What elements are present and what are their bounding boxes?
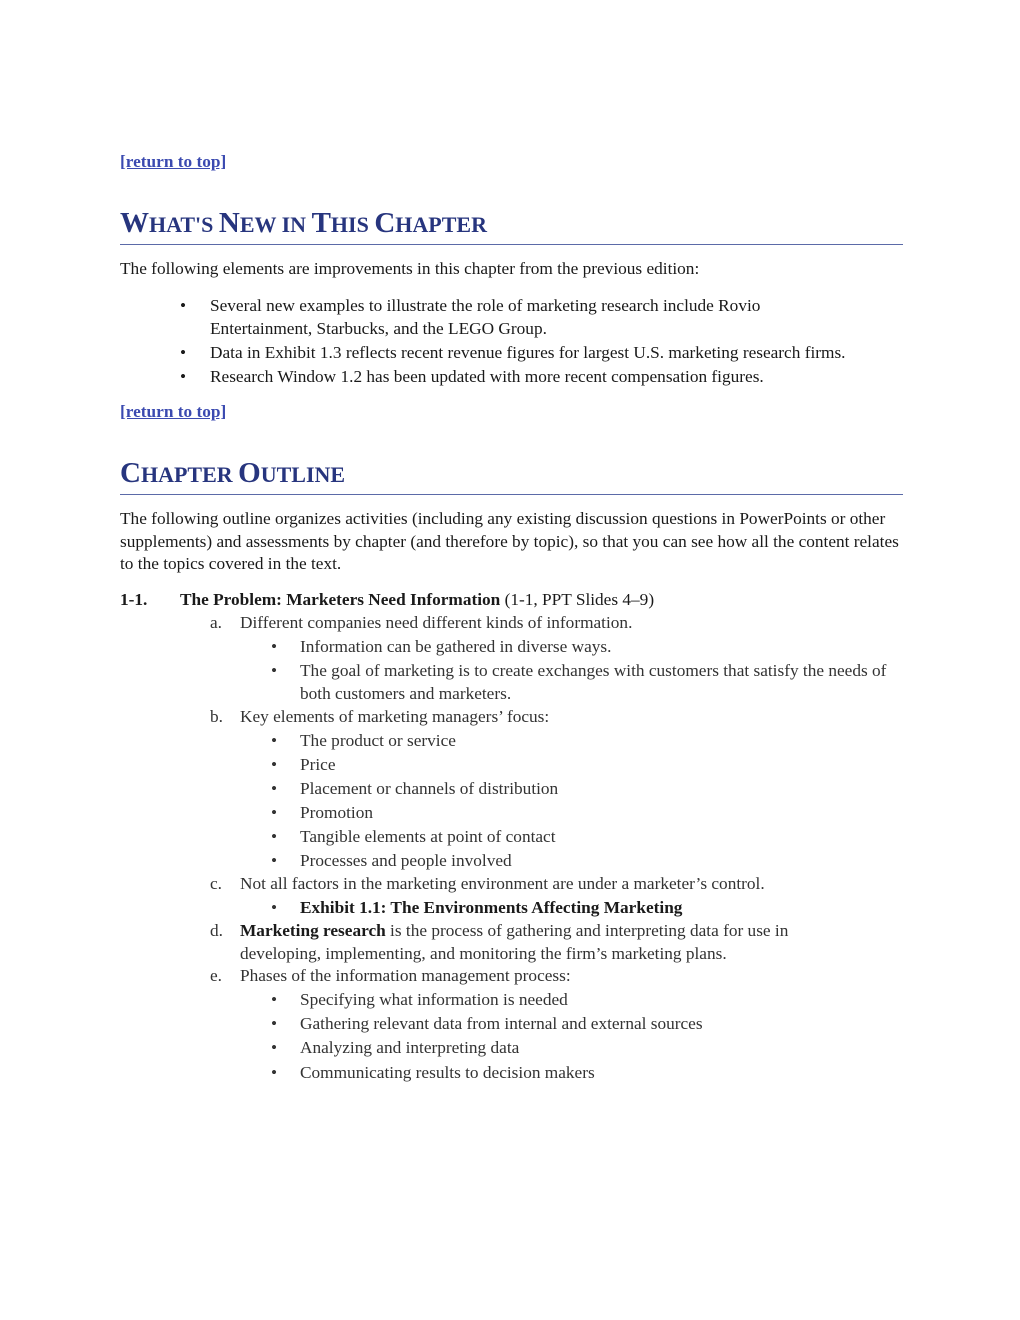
outline-sub-bullet: • Tangible elements at point of contact [271, 827, 556, 846]
outline-sub-bullet: • Placement or channels of distribution [271, 779, 559, 798]
outline-sub-bullet: • Analyzing and interpreting data [271, 1038, 520, 1057]
whats-new-bullet: • Data in Exhibit 1.3 reflects recent revenue figures for largest U.S. marketing research firms. [180, 343, 846, 362]
outline-sub-bullet: • Processes and people involved [271, 851, 512, 870]
outline-item-label: c. [210, 874, 222, 893]
return-to-top-link[interactable]: [return to top] [120, 402, 227, 421]
outline-item-text: Different companies need different kinds of information. [240, 613, 633, 632]
outline-sub-bullet: • Specifying what information is needed [271, 990, 568, 1009]
outline-sub-bullet: • The product or service [271, 731, 456, 750]
whats-new-intro: The following elements are improvements in this chapter from the previous edition: [120, 259, 700, 278]
outline-item-text: Marketing research is the process of gathering and interpreting data for use in developing, implementing, and monitoring the firm’s marketing plans. [240, 921, 789, 963]
whats-new-heading: WHAT'S NEW IN THIS CHAPTER [120, 206, 903, 245]
outline-item-label: a. [210, 613, 222, 632]
whats-new-bullet: • Several new examples to illustrate the role of marketing research include Rovio Entertainment, Starbucks, and the LEGO Group. [180, 296, 761, 338]
outline-item-text: Key elements of marketing managers’ focus: [240, 707, 550, 726]
outline-item-label: d. [210, 921, 223, 940]
outline-sub-bullet: • Exhibit 1.1: The Environments Affecting Marketing [271, 898, 683, 917]
section-title: The Problem: Marketers Need Information (1-1, PPT Slides 4–9) [180, 590, 655, 609]
outline-item-text: Not all factors in the marketing environment are under a marketer’s control. [240, 874, 765, 893]
outline-sub-bullet: • The goal of marketing is to create exchanges with customers that satisfy the needs of both customers and marketers. [271, 661, 887, 703]
outline-sub-bullet: • Promotion [271, 803, 373, 822]
whats-new-bullet: • Research Window 1.2 has been updated with more recent compensation figures. [180, 367, 764, 386]
outline-sub-bullet: • Gathering relevant data from internal and external sources [271, 1014, 703, 1033]
outline-sub-bullet: • Communicating results to decision makers [271, 1063, 595, 1082]
section-number: 1-1. [120, 590, 148, 609]
outline-item-text: Phases of the information management process: [240, 966, 571, 985]
return-to-top-link[interactable]: [return to top] [120, 152, 227, 171]
outline-sub-bullet: • Price [271, 755, 336, 774]
chapter-outline-heading: CHAPTER OUTLINE [120, 456, 903, 495]
chapter-outline-intro: The following outline organizes activities (including any existing discussion questions in PowerPoints or other supplements) and assessments by chapter (and therefore by topic), so that you can see how all the content relates to the topics covered in the text. [120, 509, 899, 573]
outline-item-label: b. [210, 707, 223, 726]
outline-item-label: e. [210, 966, 222, 985]
outline-sub-bullet: • Information can be gathered in diverse ways. [271, 637, 612, 656]
